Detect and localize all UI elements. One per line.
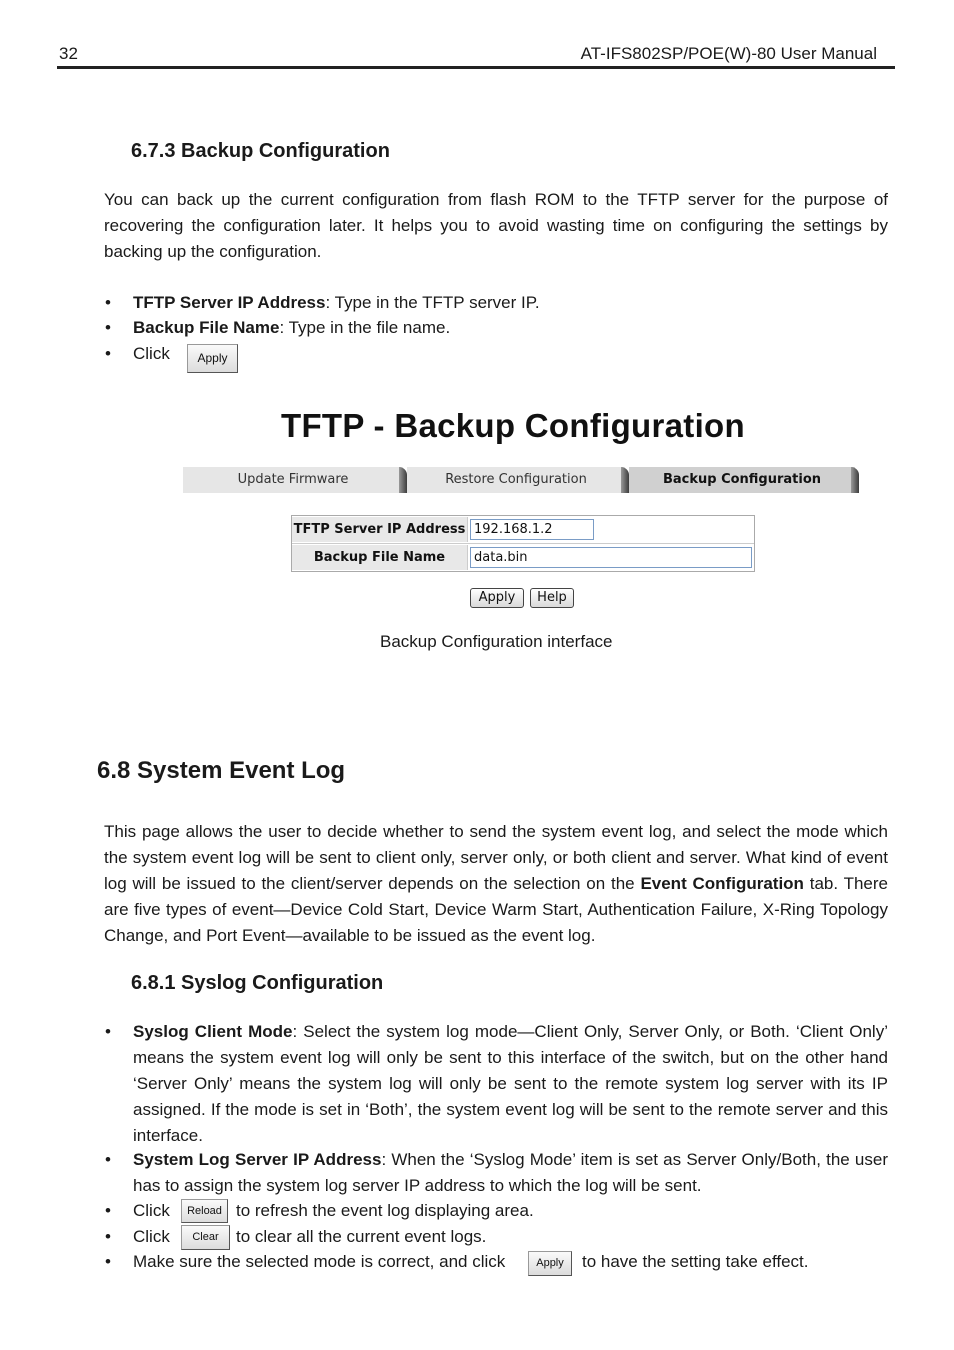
help-button[interactable]: Help bbox=[530, 588, 574, 608]
bullet-bold: Syslog Client Mode bbox=[133, 1022, 293, 1041]
intro-paragraph: You can back up the current configuration from flash ROM to the TFTP server for the purpose of recovering the configuration later. It helps you to avoid wasting time on configuring the settings by backing up the configuration. bbox=[104, 190, 888, 261]
header-rule bbox=[57, 66, 895, 69]
figure-caption: Backup Configuration interface bbox=[380, 632, 613, 651]
bullet-dot: • bbox=[105, 1150, 111, 1169]
bullet-dot: • bbox=[105, 344, 111, 363]
bullet-clear bbox=[105, 1224, 170, 1250]
bullet-backup-file bbox=[105, 315, 451, 341]
screenshot-title: TFTP - Backup Configuration bbox=[281, 407, 745, 444]
bullet-dot: • bbox=[105, 318, 111, 337]
inline-apply-button-2[interactable]: Apply bbox=[528, 1251, 572, 1276]
bullet-clear-text: to clear all the current event logs. bbox=[236, 1227, 487, 1246]
bullet-text: Click bbox=[133, 1201, 170, 1220]
bullet-dot: • bbox=[105, 1022, 111, 1041]
form-row-tftp-ip bbox=[292, 516, 754, 543]
section-heading-6-8: 6.8 System Event Log bbox=[97, 757, 346, 784]
bullet-text: : Type in the TFTP server IP. bbox=[325, 293, 540, 312]
bullet-dot: • bbox=[105, 1201, 111, 1220]
bullet-apply bbox=[105, 1249, 506, 1275]
para-bold: Event Configuration bbox=[640, 874, 804, 893]
tftp-ip-label: TFTP Server IP Address bbox=[292, 517, 468, 542]
tftp-ip-input[interactable]: 192.168.1.2 bbox=[470, 519, 594, 540]
bullet-tftp-ip bbox=[105, 290, 540, 316]
bullet-bold: TFTP Server IP Address bbox=[133, 293, 326, 312]
bullet-text: Make sure the selected mode is correct, and click bbox=[133, 1252, 506, 1271]
para-text: tab. There are five types of event—Device Cold Start, Device Warm Start, Authentication Failure, X-Ring Topology Change, and Port Event—available to be issued as the event log. bbox=[104, 874, 888, 945]
tab-restore-configuration[interactable] bbox=[407, 467, 625, 493]
tab-edge bbox=[399, 467, 407, 493]
tab-edge bbox=[851, 467, 859, 493]
tab-label: Backup Configuration bbox=[662, 472, 822, 487]
bullet-text: Click bbox=[133, 1227, 170, 1246]
para-text: This page allows the user to decide whether to send the system event log, and select the mode which the system event log will be sent to client only, server only, or both client and server. What kind of event log will be issued to the client/server depends on the selection on the bbox=[104, 822, 888, 893]
bullet-reload-text: to refresh the event log displaying area. bbox=[236, 1201, 534, 1220]
inline-apply-button[interactable]: Apply bbox=[187, 344, 238, 373]
tab-backup-configuration[interactable] bbox=[629, 467, 855, 493]
bullet-click-apply bbox=[105, 341, 170, 367]
inline-reload-button[interactable]: Reload bbox=[181, 1199, 228, 1223]
bullet-bold: System Log Server IP Address bbox=[133, 1150, 382, 1169]
bullet-syslog-server-ip bbox=[105, 1147, 888, 1199]
tab-label: Update Firmware bbox=[237, 472, 349, 487]
event-log-paragraph bbox=[104, 819, 888, 949]
file-name-input[interactable]: data.bin bbox=[470, 547, 752, 568]
bullet-text: : Select the system log mode—Client Only, Server Only, or Both. ‘Client Only’ means the system event log will only be sent to this interface of the switch, but on the other hand ‘Server Only’ means the system log will only be sent to the remote system log server with its IP assigned. If the mode is set in ‘Both’, the system event log will be sent to the remote server and this interface. bbox=[133, 1022, 888, 1145]
backup-form-table bbox=[291, 515, 755, 572]
bullet-bold: Backup File Name bbox=[133, 318, 280, 337]
section-heading-6-8-1: 6.8.1 Syslog Configuration bbox=[131, 972, 384, 994]
page-number: 32 bbox=[59, 44, 78, 63]
bullet-dot: • bbox=[105, 1227, 111, 1246]
section-heading-6-7-3: 6.7.3 Backup Configuration bbox=[131, 140, 390, 162]
inline-clear-button[interactable]: Clear bbox=[181, 1225, 230, 1250]
bullet-dot: • bbox=[105, 1252, 111, 1271]
bullet-syslog-client-mode bbox=[105, 1019, 888, 1149]
apply-button[interactable]: Apply bbox=[470, 588, 524, 608]
tab-bar bbox=[183, 467, 859, 493]
tab-label: Restore Configuration bbox=[445, 472, 587, 487]
bullet-text: Click bbox=[133, 344, 170, 363]
bullet-apply-text: to have the setting take effect. bbox=[582, 1252, 809, 1271]
form-row-file-name bbox=[292, 544, 754, 571]
bullet-text: : Type in the file name. bbox=[279, 318, 451, 337]
bullet-dot: • bbox=[105, 293, 111, 312]
tab-edge bbox=[621, 467, 629, 493]
tab-update-firmware[interactable] bbox=[183, 467, 403, 493]
manual-title: AT-IFS802SP/POE(W)-80 User Manual bbox=[580, 44, 877, 63]
bullet-reload bbox=[105, 1198, 170, 1224]
bullet-text: : When the ‘Syslog Mode’ item is set as Server Only/Both, the user has to assign the system log server IP address to which the log will be sent. bbox=[133, 1150, 888, 1195]
file-name-label: Backup File Name bbox=[292, 545, 468, 570]
